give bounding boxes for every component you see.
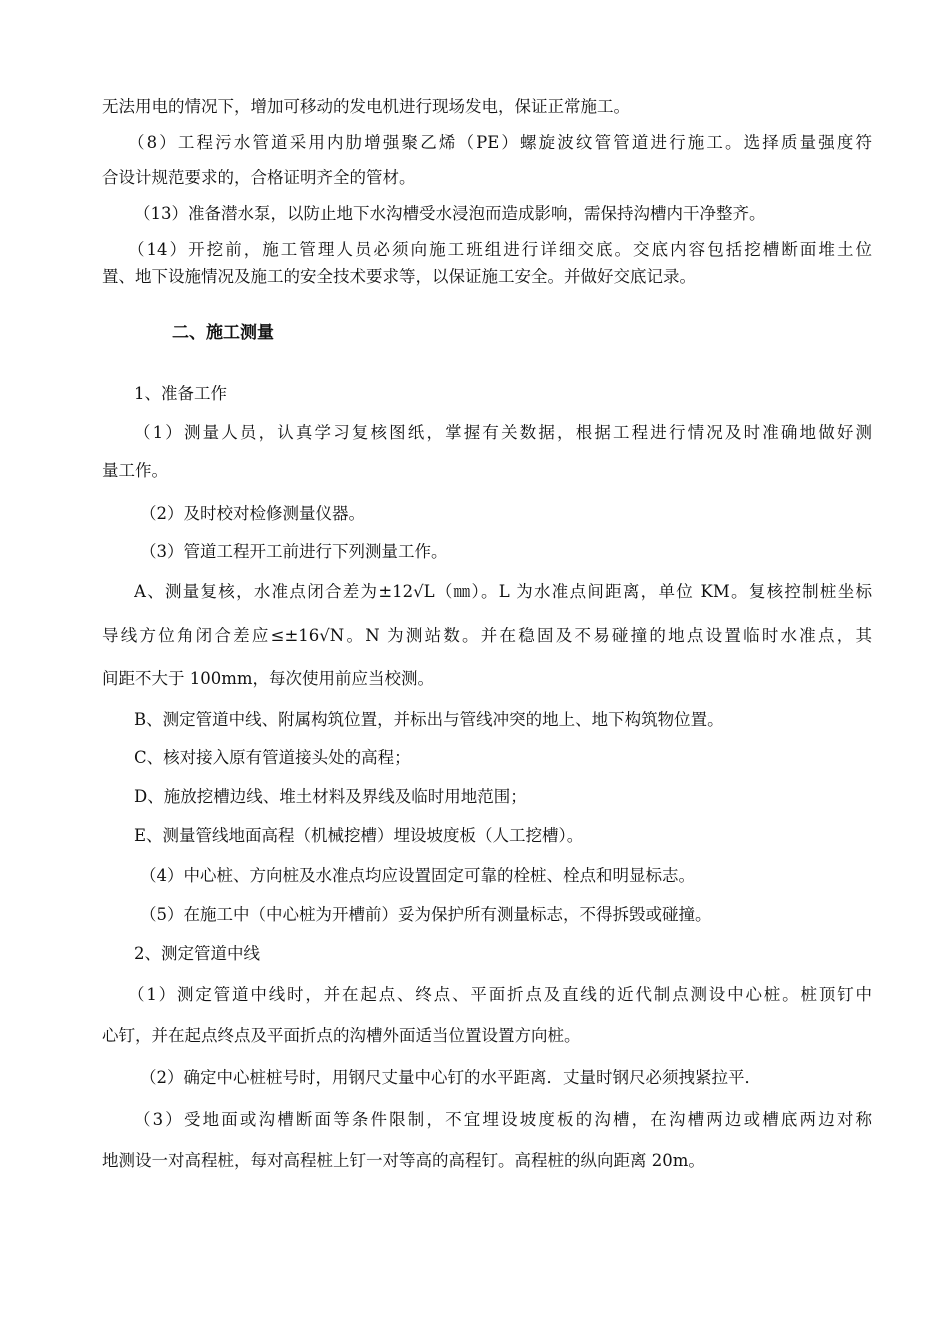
paragraph-line: 导线方位角闭合差应≤±16√N。N 为测站数。并在稳固及不易碰撞的地点设置临时水准点，其 — [102, 626, 872, 645]
subsection-title: 1、准备工作 — [134, 384, 227, 403]
paragraph-line: 心钉，并在起点终点及平面折点的沟槽外面适当位置设置方向桩。 — [102, 1026, 581, 1045]
paragraph-line: 量工作。 — [102, 461, 168, 480]
subsection-title: 2、测定管道中线 — [134, 944, 260, 963]
paragraph-line: 合设计规范要求的，合格证明齐全的管材。 — [102, 168, 416, 187]
paragraph-line: （14）开挖前，施工管理人员必须向施工班组进行详细交底。交底内容包括挖槽断面堆土位 — [128, 240, 872, 259]
paragraph-line: D、施放挖槽边线、堆土材料及界线及临时用地范围； — [134, 787, 527, 806]
paragraph-line: 间距不大于 100mm，每次使用前应当校测。 — [102, 669, 435, 688]
paragraph-line: C、核对接入原有管道接头处的高程； — [134, 748, 411, 767]
paragraph-line: （3）管道工程开工前进行下列测量工作。 — [140, 542, 448, 561]
paragraph-line: （3）受地面或沟槽断面等条件限制，不宜埋设坡度板的沟槽，在沟槽两边或槽底两边对称 — [134, 1110, 872, 1129]
paragraph-line: 无法用电的情况下，增加可移动的发电机进行现场发电，保证正常施工。 — [102, 97, 630, 116]
section-heading: 二、施工测量 — [172, 323, 274, 343]
paragraph-line: E、测量管线地面高程（机械挖槽）埋设坡度板（人工挖槽）。 — [134, 826, 584, 845]
paragraph-line: （1）测量人员，认真学习复核图纸，掌握有关数据，根据工程进行情况及时准确地做好测 — [134, 423, 872, 442]
paragraph-line: 置、地下设施情况及施工的安全技术要求等，以保证施工安全。并做好交底记录。 — [102, 267, 696, 286]
paragraph-line: （13）准备潜水泵，以防止地下水沟槽受水浸泡而造成影响，需保持沟槽内干净整齐。 — [134, 204, 766, 223]
paragraph-line: A、测量复核，水准点闭合差为±12√L（㎜）。L 为水准点间距离，单位 KM。复核控制桩坐标 — [134, 582, 872, 601]
paragraph-line: （2）确定中心桩桩号时，用钢尺丈量中心钉的水平距离．丈量时钢尺必须拽紧拉平． — [140, 1068, 761, 1087]
paragraph-line: （4）中心桩、方向桩及水准点均应设置固定可靠的栓桩、栓点和明显标志。 — [140, 866, 695, 885]
paragraph-line: 地测设一对高程桩，每对高程桩上钉一对等高的高程钉。高程桩的纵向距离 20m。 — [102, 1151, 705, 1170]
paragraph-line: B、测定管道中线、附属构筑位置，并标出与管线冲突的地上、地下构筑物位置。 — [134, 710, 724, 729]
paragraph-line: （8）工程污水管道采用内肋增强聚乙烯（PE）螺旋波纹管管道进行施工。选择质量强度符 — [128, 133, 872, 152]
paragraph-line: （2）及时校对检修测量仪器。 — [140, 504, 365, 523]
paragraph-line: （1）测定管道中线时，并在起点、终点、平面折点及直线的近代制点测设中心桩。桩顶钉中 — [128, 985, 872, 1004]
paragraph-line: （5）在施工中（中心桩为开槽前）妥为保护所有测量标志，不得拆毁或碰撞。 — [140, 905, 712, 924]
